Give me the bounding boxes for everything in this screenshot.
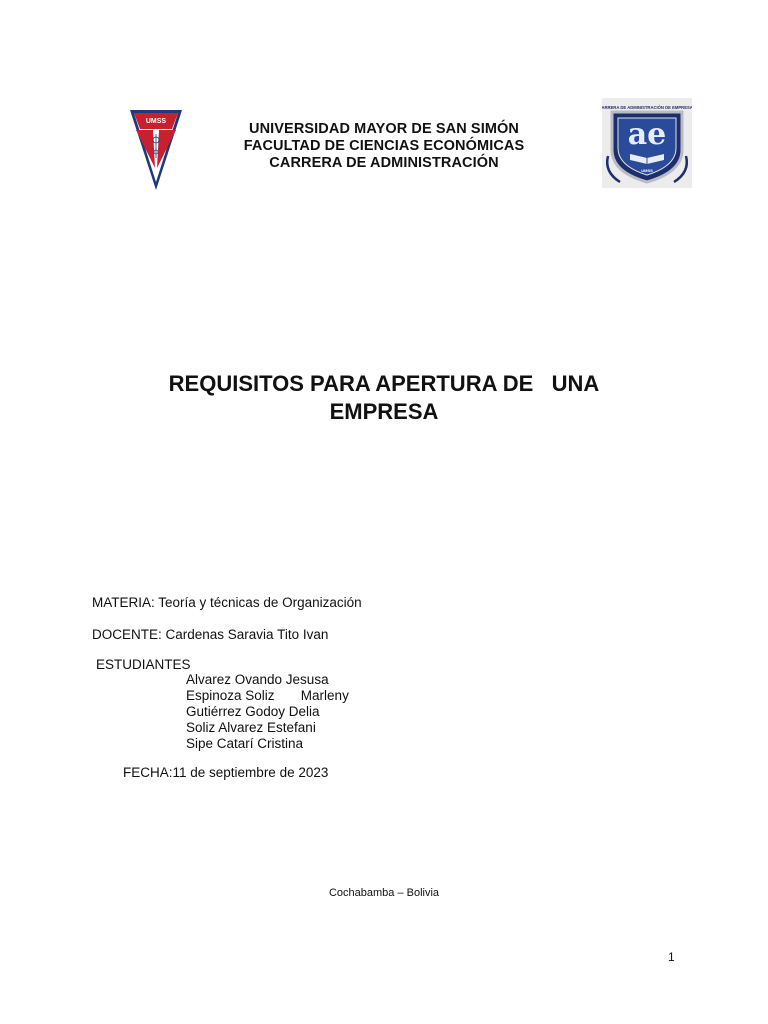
student-name: Soliz Alvarez Estefani bbox=[186, 720, 316, 735]
city-country: Cochabamba – Bolivia bbox=[328, 887, 440, 899]
fecha-line: FECHA:11 de septiembre de 2023 bbox=[123, 765, 329, 780]
crest-monogram: ae bbox=[627, 117, 667, 152]
estudiantes-label: ESTUDIANTES bbox=[96, 657, 191, 672]
student-name: Gutiérrez Godoy Delia bbox=[186, 704, 320, 719]
title-line-2: EMPRESA bbox=[329, 399, 439, 424]
student-name: Sipe Catarí Cristina bbox=[186, 736, 304, 751]
page-number: 1 bbox=[668, 950, 675, 964]
materia-line bbox=[92, 595, 362, 611]
faculty-name: FACULTAD DE CIENCIAS ECONÓMICAS bbox=[243, 138, 525, 154]
student-name: Espinoza Soliz Marleny bbox=[186, 688, 349, 703]
student-name: Alvarez Ovando Jesusa bbox=[186, 672, 329, 687]
university-name: UNIVERSIDAD MAYOR DE SAN SIMÓN bbox=[249, 121, 519, 137]
crest-base-text: UMSS bbox=[641, 168, 653, 173]
career-crest-logo bbox=[602, 98, 692, 188]
career-name: CARRERA DE ADMINISTRACIÓN bbox=[269, 155, 499, 171]
students-list bbox=[186, 672, 349, 752]
umss-logo-text: UMSS bbox=[145, 118, 167, 125]
document-title bbox=[0, 370, 768, 426]
materia-label: MATERIA: bbox=[92, 595, 155, 610]
materia-value: Teoría y técnicas de Organización bbox=[154, 595, 362, 610]
crest-ring-text: CARRERA DE ADMINISTRACIÓN DE EMPRESAS bbox=[602, 105, 692, 110]
title-line-1: REQUISITOS PARA APERTURA DE UNA bbox=[168, 371, 600, 396]
docente-line: DOCENTE: Cardenas Saravia Tito Ivan bbox=[92, 627, 329, 642]
